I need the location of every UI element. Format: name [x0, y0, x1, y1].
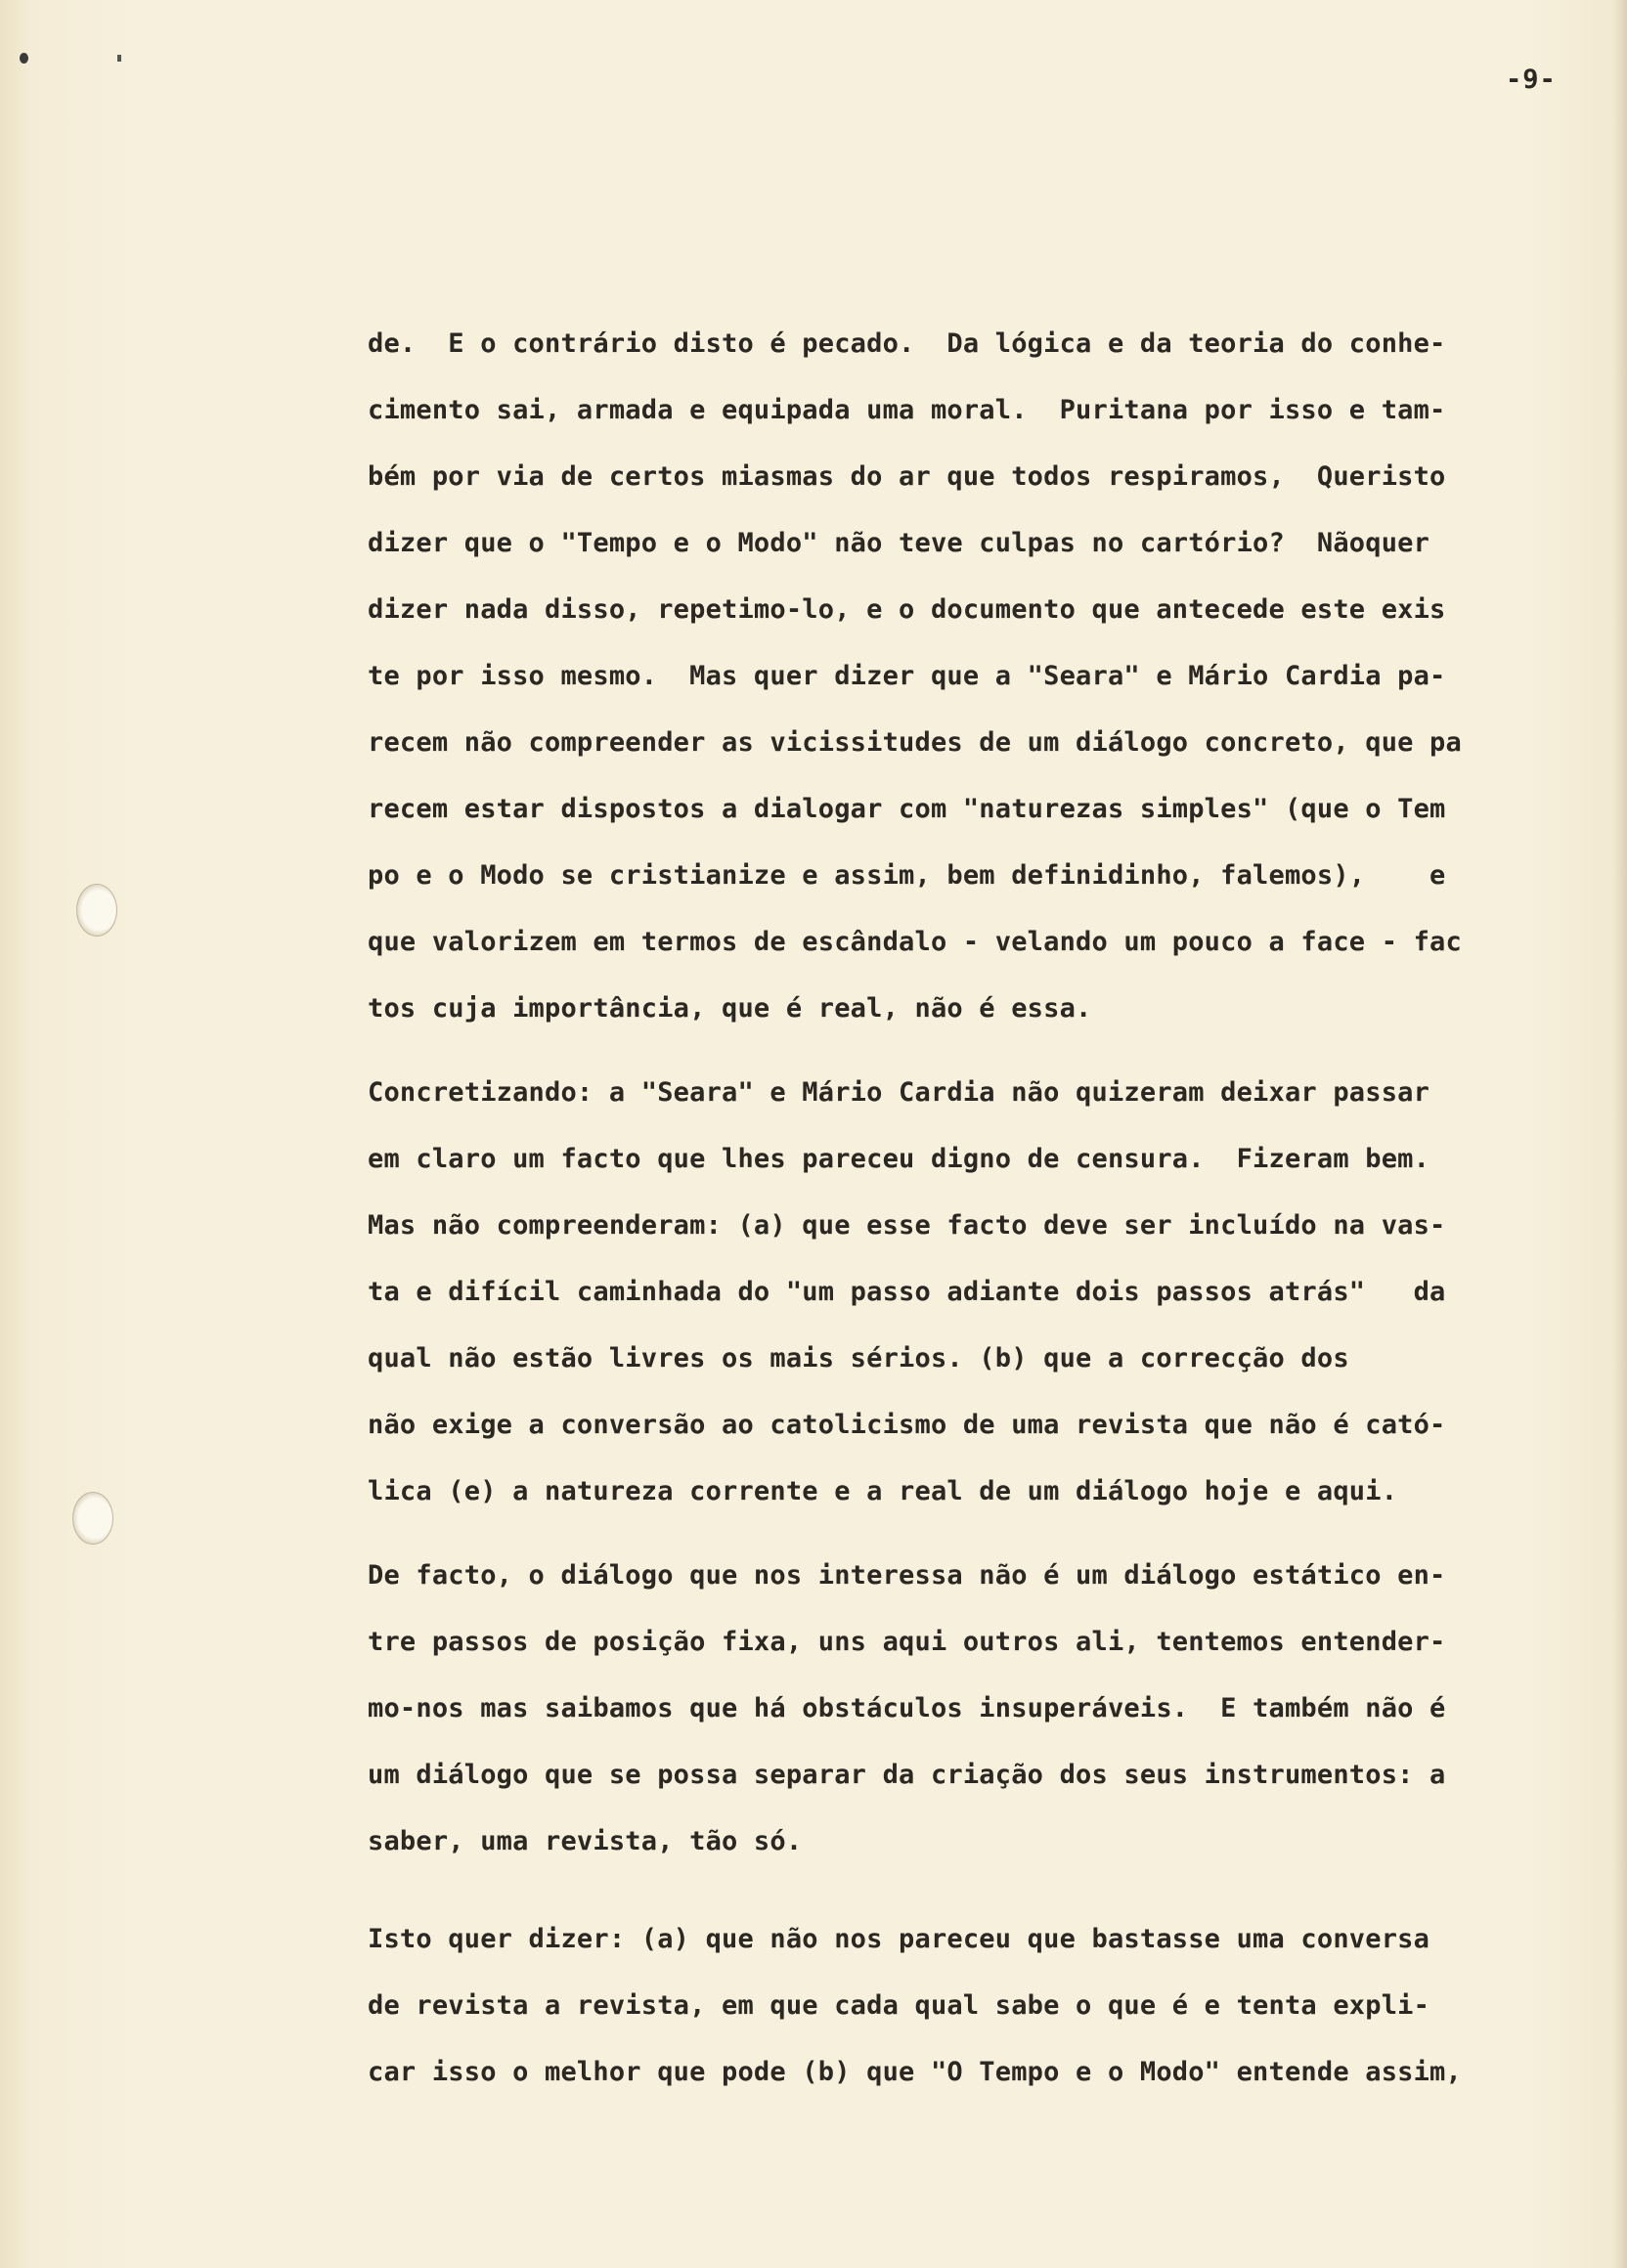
- text-line: lica (e) a natureza corrente e a real de um diálogo hoje e aqui.: [368, 1476, 1398, 1506]
- text-line: Isto quer dizer: (a) que não nos pareceu que bastasse uma conversa: [368, 1924, 1430, 1954]
- text-line: que valorizem em termos de escândalo - velando um pouco a face - fac: [368, 927, 1462, 957]
- text-line: De facto, o diálogo que nos interessa não é um diálogo estático en-: [368, 1560, 1446, 1591]
- text-line: cimento sai, armada e equipada uma moral. Puritana por isso e tam-: [368, 395, 1446, 425]
- text-line: tos cuja importância, que é real, não é essa.: [368, 993, 1092, 1024]
- paragraph-2: [368, 1060, 1570, 1525]
- text-line: um diálogo que se possa separar da criação dos seus instrumentos: a: [368, 1760, 1446, 1790]
- text-line: Mas não compreenderam: (a) que esse facto deve ser incluído na vas-: [368, 1210, 1446, 1241]
- text-line: qual não estão livres os mais sérios. (b) que a correcção dos: [368, 1343, 1349, 1374]
- text-line: bém por via de certos miasmas do ar que todos respiramos, Queristo: [368, 461, 1446, 492]
- text-line: saber, uma revista, tão só.: [368, 1826, 803, 1856]
- text-line: te por isso mesmo. Mas quer dizer que a "Seara" e Mário Cardia pa-: [368, 661, 1446, 691]
- text-line: ta e difícil caminhada do "um passo adiante dois passos atrás" da: [368, 1277, 1446, 1307]
- text-line: car isso o melhor que pode (b) que "O Tempo e o Modo" entende assim,: [368, 2057, 1462, 2087]
- text-line: tre passos de posição fixa, uns aqui outros ali, tentemos entender-: [368, 1627, 1446, 1657]
- paragraph-1: [368, 311, 1570, 1042]
- text-line: dizer que o "Tempo e o Modo" não teve culpas no cartório? Nãoquer: [368, 528, 1430, 558]
- text-line: recem não compreender as vicissitudes de um diálogo concreto, que pa: [368, 727, 1462, 758]
- page-number: -9-: [1506, 65, 1557, 95]
- text-line: em claro um facto que lhes pareceu digno de censura. Fizeram bem.: [368, 1144, 1430, 1174]
- text-line: po e o Modo se cristianize e assim, bem definidinho, falemos), e: [368, 860, 1446, 891]
- text-line: de. E o contrário disto é pecado. Da lógica e da teoria do conhe-: [368, 328, 1446, 359]
- punch-hole-top: [76, 884, 117, 937]
- paragraph-3: [368, 1543, 1570, 1875]
- punch-hole-bottom: [72, 1492, 113, 1545]
- text-line: não exige a conversão ao catolicismo de uma revista que não é cató-: [368, 1410, 1446, 1440]
- text-line: Concretizando: a "Seara" e Mário Cardia não quizeram deixar passar: [368, 1077, 1430, 1108]
- ink-mark: [20, 53, 28, 64]
- text-line: dizer nada disso, repetimo-lo, e o documento que antecede este exis: [368, 594, 1446, 625]
- page-edge-shadow: [1613, 0, 1627, 2268]
- ink-mark-small: [117, 55, 121, 62]
- paragraph-4: [368, 1906, 1570, 2106]
- text-line: de revista a revista, em que cada qual sabe o que é e tenta expli-: [368, 1990, 1430, 2021]
- text-line: recem estar dispostos a dialogar com "naturezas simples" (que o Tem: [368, 794, 1446, 824]
- text-line: mo-nos mas saibamos que há obstáculos insuperáveis. E também não é: [368, 1693, 1446, 1723]
